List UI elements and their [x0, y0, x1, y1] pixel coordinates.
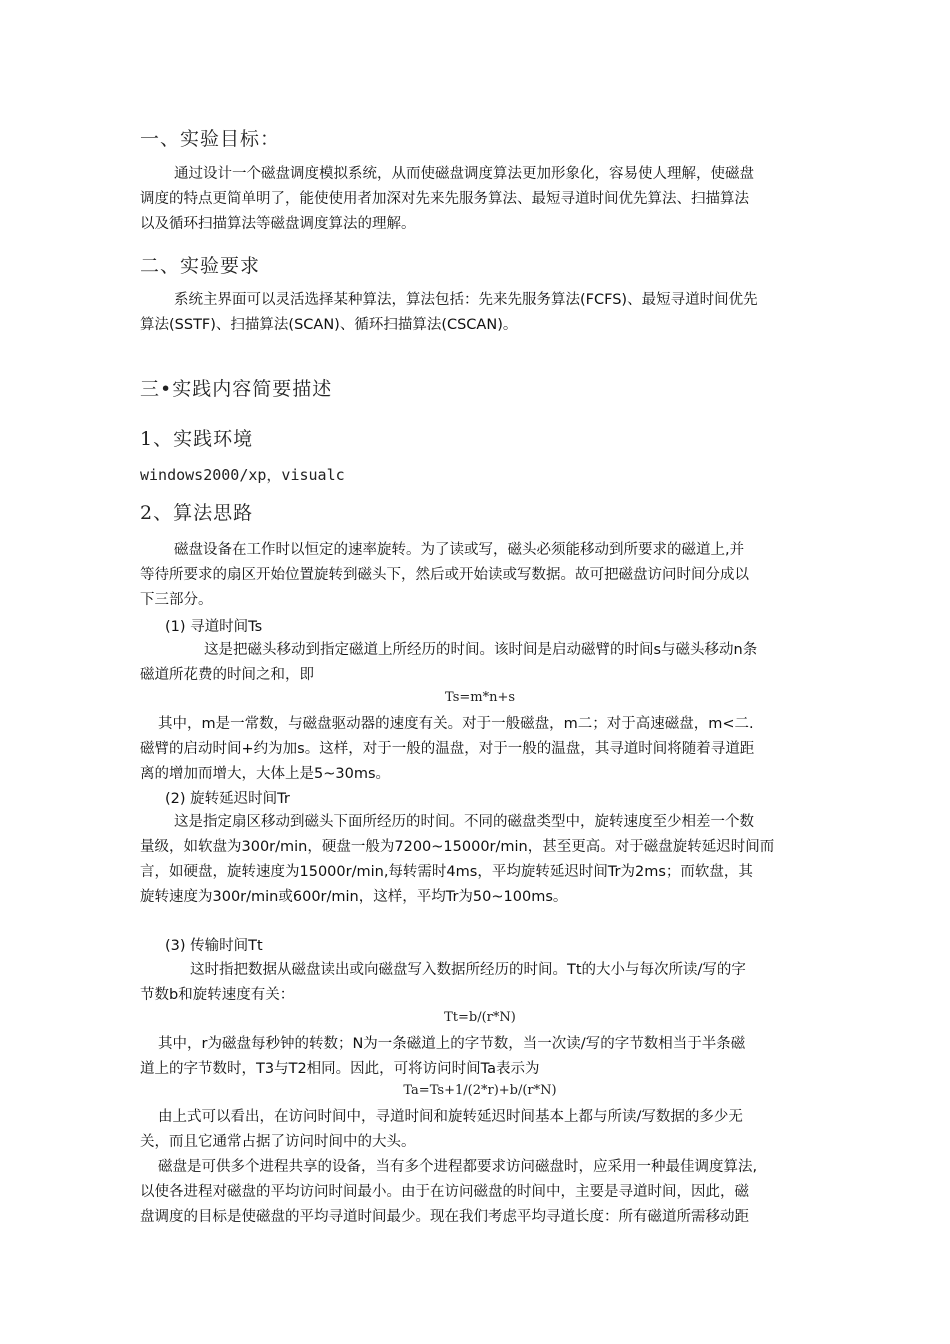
seek-time-heading: (1) 寻道时间Ts — [165, 619, 263, 635]
text-line: 节数b和旋转速度有关： — [140, 987, 295, 1003]
text-line: 磁盘设备在工作时以恒定的速率旋转。为了读或写，磁头必须能移动到所要求的磁道上,并 — [174, 542, 745, 558]
section-1-heading: 一、实验目标： — [140, 128, 281, 150]
text-line: 道上的字节数时，T3与T2相同。因此，可将访问时间Ta表示为 — [140, 1061, 540, 1077]
text-line: 算法(SSTF)、扫描算法(SCAN)、循环扫描算法(CSCAN)。 — [140, 317, 518, 333]
text-line: 言，如硬盘，旋转速度为15000r/min,每转需时4ms，平均旋转延迟时间Tr为2ms；而软盘，其 — [140, 864, 753, 880]
environment-text: windows2000/xp，visualc — [140, 466, 345, 484]
text-line: 其中，r为磁盘每秒钟的转数；N为一条磁道上的字节数，当一次读/写的字节数相当于半条磁 — [158, 1036, 746, 1052]
transfer-time-paragraph — [140, 958, 820, 1008]
seek-time-paragraph — [140, 638, 820, 688]
text-line: 这是把磁头移动到指定磁道上所经历的时间。该时间是启动磁臂的时间s与磁头移动n条 — [204, 642, 758, 658]
section-3-heading: 三•实践内容简要描述 — [140, 378, 333, 400]
transfer-time-formula: Tt=b/(r*N) — [444, 1010, 516, 1025]
text-line: 以使各进程对磁盘的平均访问时间最小。由于在访问磁盘的时间中，主要是寻道时间，因此，磁 — [140, 1184, 749, 1200]
conclusion-paragraph — [140, 1105, 820, 1155]
text-line: 磁道所花费的时间之和，即 — [140, 667, 314, 683]
text-line: 关，而且它通常占据了访问时间中的大头。 — [140, 1134, 416, 1150]
transfer-time-heading: (3) 传输时间Tt — [165, 938, 263, 954]
text-line: 磁盘是可供多个进程共享的设备，当有多个进程都要求访问磁盘时，应采用一种最佳调度算法, — [158, 1159, 758, 1175]
algorithm-intro-paragraph — [140, 538, 820, 613]
text-line: 其中，m是一常数，与磁盘驱动器的速度有关。对于一般磁盘，m二；对于高速磁盘，m<二. — [158, 716, 754, 732]
section-2-paragraph — [140, 288, 820, 338]
text-line: 离的增加而增大，大体上是5~30ms。 — [140, 766, 391, 782]
text-line: 下三部分。 — [140, 592, 213, 608]
subsection-algorithm-heading: 2、算法思路 — [140, 502, 254, 524]
rotation-delay-paragraph — [140, 810, 820, 910]
text-line: 系统主界面可以灵活选择某种算法，算法包括：先来先服务算法(FCFS)、最短寻道时间优先 — [174, 292, 758, 308]
text-line: 盘调度的目标是使磁盘的平均寻道时间最少。现在我们考虑平均寻道长度：所有磁道所需移动距 — [140, 1209, 749, 1225]
text-line: 这是指定扇区移动到磁头下面所经历的时间。不同的磁盘类型中，旋转速度至少相差一个数 — [174, 814, 754, 830]
text-line: 调度的特点更简单明了，能使使用者加深对先来先服务算法、最短寻道时间优先算法、扫描算法 — [140, 191, 749, 207]
subsection-environment-heading: 1、实践环境 — [140, 428, 254, 450]
transfer-time-explanation — [140, 1032, 820, 1082]
text-line: 旋转速度为300r/min或600r/min，这样，平均Tr为50~100ms。 — [140, 889, 568, 905]
seek-time-explanation — [140, 712, 820, 787]
text-line: 量级，如软盘为300r/min，硬盘一般为7200~15000r/min，甚至更高。对于磁盘旋转延迟时间而 — [140, 839, 775, 855]
section-1-paragraph — [140, 162, 820, 237]
access-time-formula: Ta=Ts+1/(2*r)+b/(r*N) — [403, 1083, 557, 1098]
scheduling-goal-paragraph — [140, 1155, 820, 1230]
section-2-heading: 二、实验要求 — [140, 255, 261, 277]
text-line: 通过设计一个磁盘调度模拟系统，从而使磁盘调度算法更加形象化，容易使人理解，使磁盘 — [174, 166, 754, 182]
rotation-delay-heading: (2) 旋转延迟时间Tr — [165, 791, 290, 807]
text-line: 由上式可以看出，在访问时间中，寻道时间和旋转延迟时间基本上都与所读/写数据的多少无 — [158, 1109, 743, 1125]
text-line: 以及循环扫描算法等磁盘调度算法的理解。 — [140, 216, 416, 232]
text-line: 等待所要求的扇区开始位置旋转到磁头下，然后或开始读或写数据。故可把磁盘访问时间分成以 — [140, 567, 749, 583]
seek-time-formula: Ts=m*n+s — [444, 690, 516, 705]
text-line: 这时指把数据从磁盘读出或向磁盘写入数据所经历的时间。Tt的大小与每次所读/写的字 — [190, 962, 746, 978]
text-line: 磁臂的启动时间+约为加s。这样，对于一般的温盘，对于一般的温盘，其寻道时间将随着寻道距 — [140, 741, 755, 757]
